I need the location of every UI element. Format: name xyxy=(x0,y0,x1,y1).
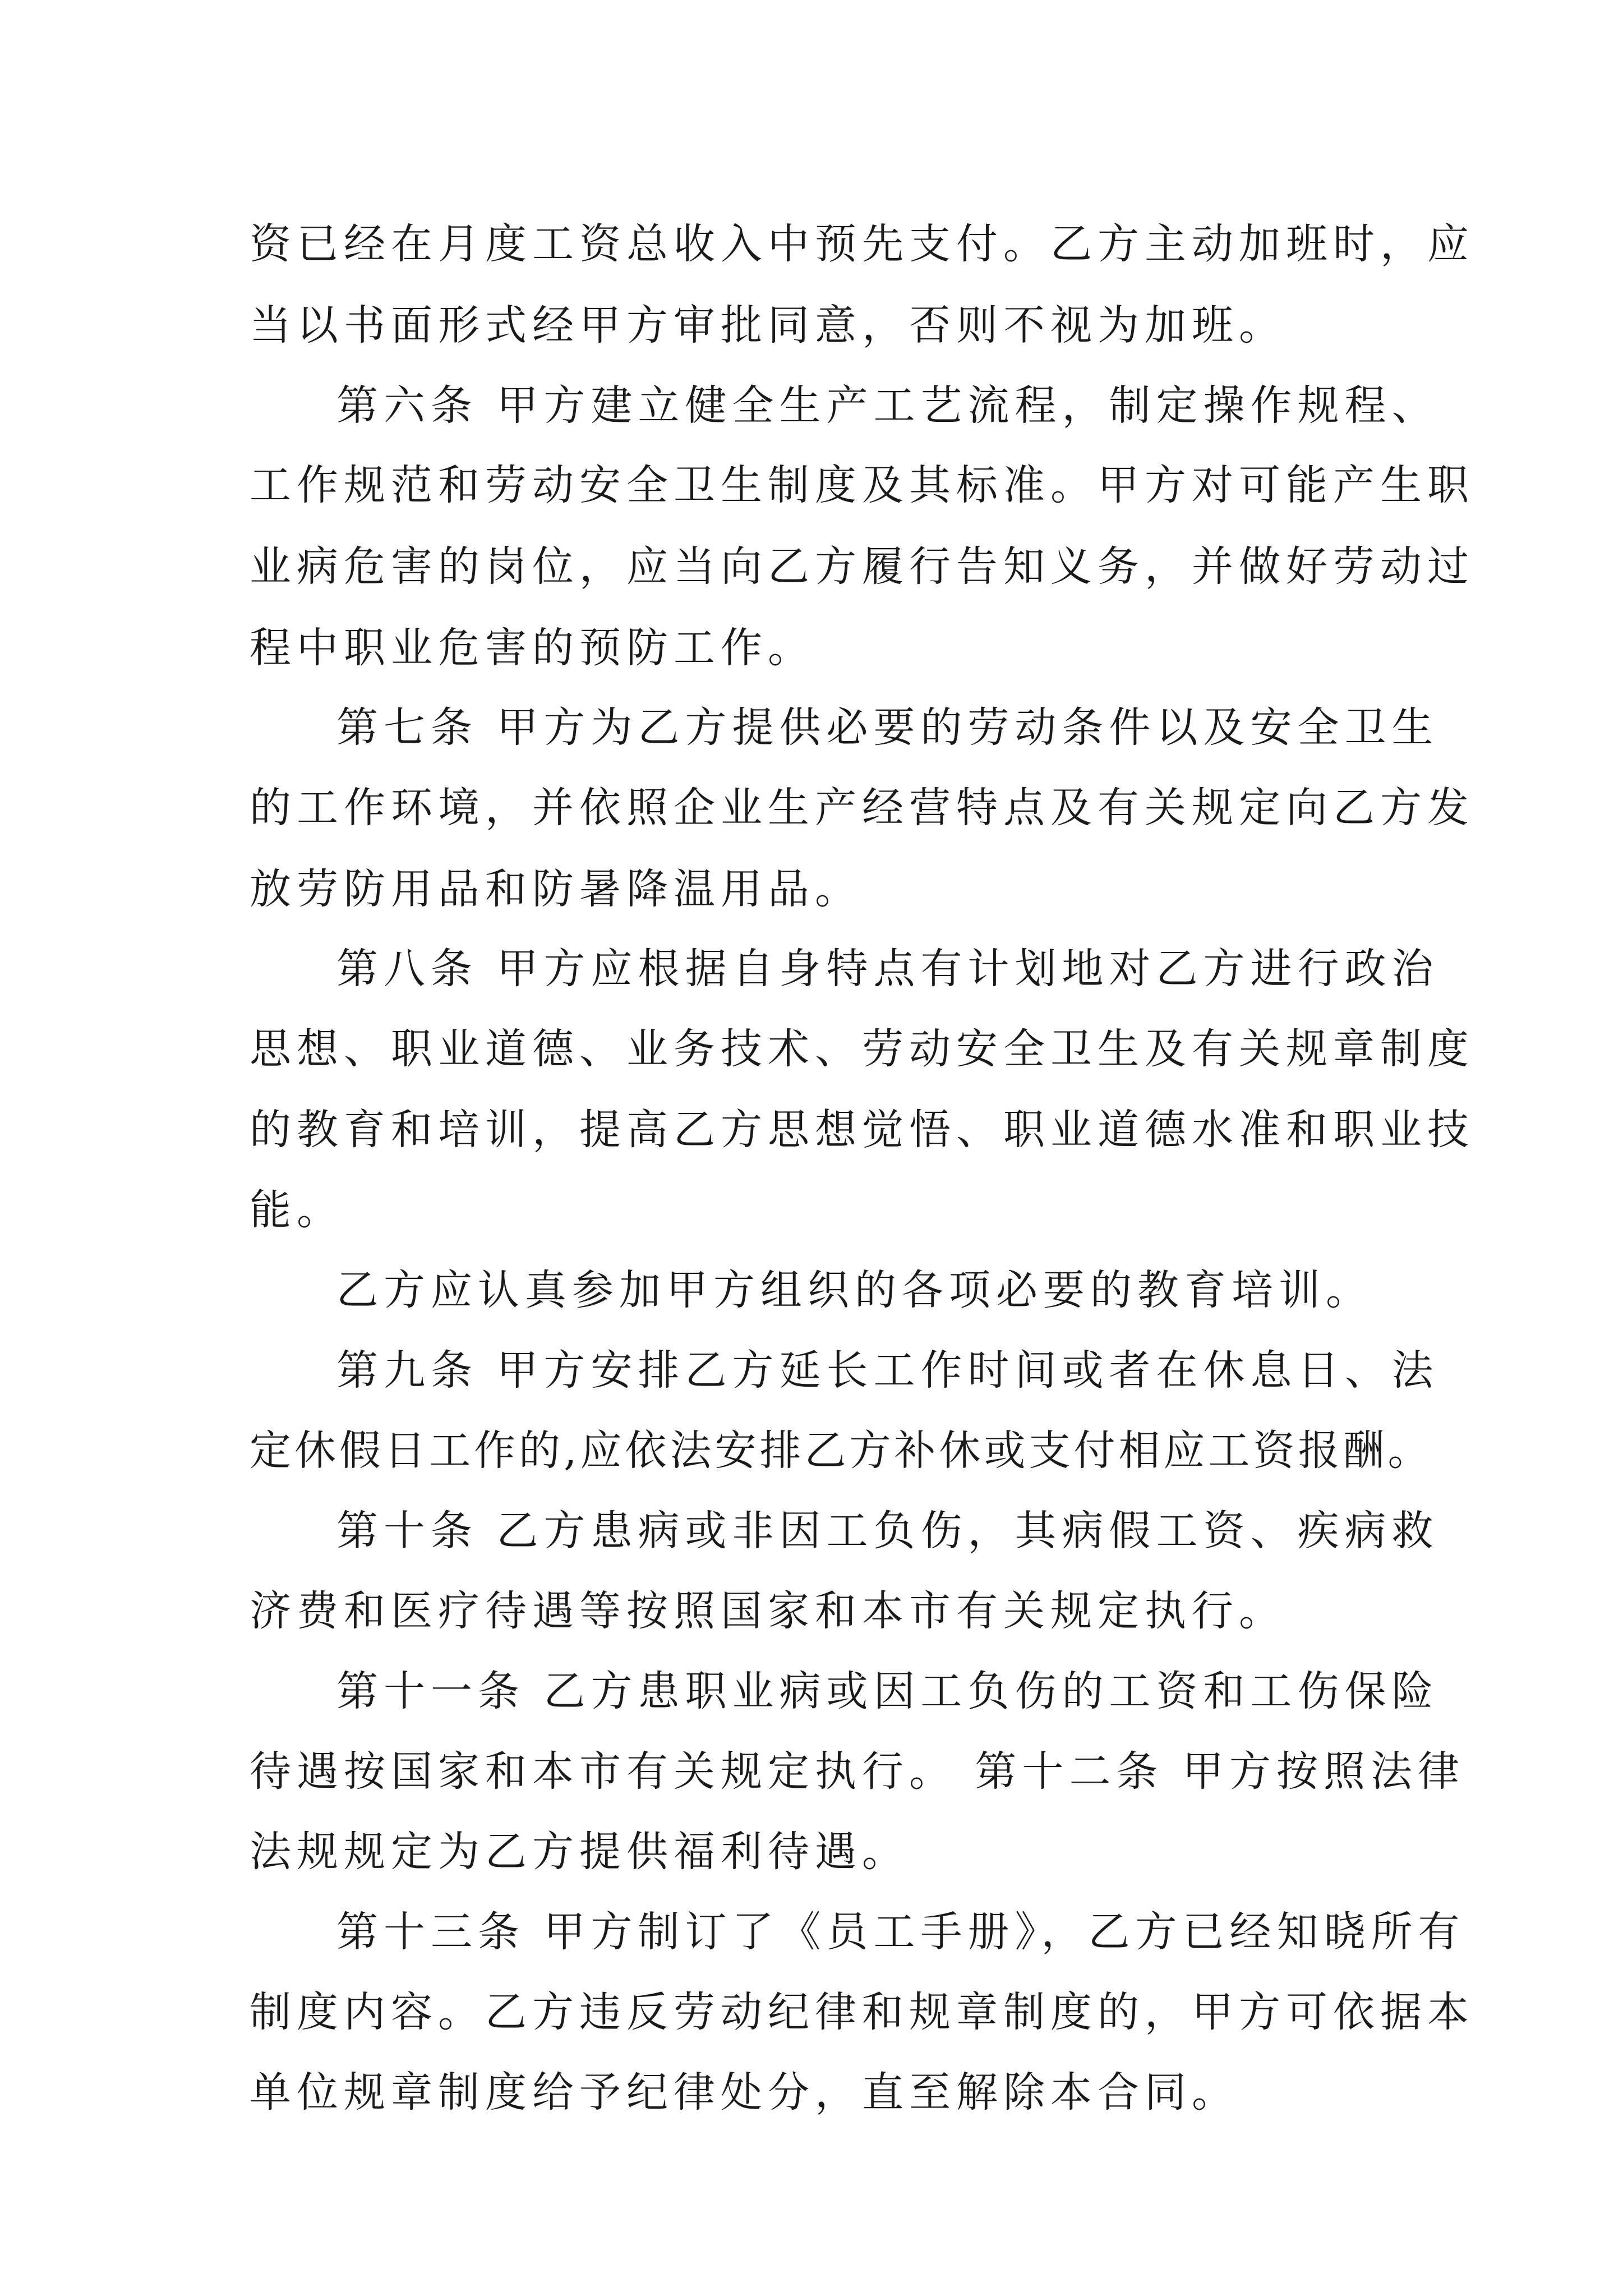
text-line: 当以书面形式经甲方审批同意，否则不视为加班。 xyxy=(250,301,1286,349)
text-line: 制度内容。乙方违反劳动纪律和规章制度的，甲方可依据本 xyxy=(250,1988,1474,2036)
text-line: 资已经在月度工资总收入中预先支付。乙方主动加班时，应 xyxy=(250,220,1474,268)
text-line: 第八条 甲方应根据自身特点有计划地对乙方进行政治 xyxy=(336,945,1439,993)
text-line: 第七条 甲方为乙方提供必要的劳动条件以及安全卫生 xyxy=(336,703,1439,752)
text-line: 法规规定为乙方提供福利待遇。 xyxy=(250,1828,909,1876)
text-line: 思想、职业道德、业务技术、劳动安全卫生及有关规章制度 xyxy=(250,1025,1474,1073)
text-line: 业病危害的岗位，应当向乙方履行告知义务，并做好劳动过 xyxy=(250,542,1474,591)
text-line: 乙方应认真参加甲方组织的各项必要的教育培训。 xyxy=(336,1266,1373,1314)
text-line: 第十一条 乙方患职业病或因工负伤的工资和工伤保险 xyxy=(336,1667,1439,1715)
text-line: 的工作环境，并依照企业生产经营特点及有关规定向乙方发 xyxy=(250,784,1474,832)
text-line: 第六条 甲方建立健全生产工艺流程，制定操作规程、 xyxy=(336,381,1439,430)
text-line: 定休假日工作的,应依法安排乙方补休或支付相应工资报酬。 xyxy=(250,1427,1433,1475)
text-line: 第九条 甲方安排乙方延长工作时间或者在休息日、法 xyxy=(336,1346,1439,1395)
text-line: 放劳防用品和防暑降温用品。 xyxy=(250,865,862,913)
text-line: 第十三条 甲方制订了《员工手册》，乙方已经知晓所有 xyxy=(336,1908,1465,1956)
text-line: 待遇按国家和本市有关规定执行。 第十二条 甲方按照法律 xyxy=(250,1747,1465,1796)
text-line: 能。 xyxy=(250,1186,344,1234)
text-line: 第十条 乙方患病或非因工负伤，其病假工资、疾病救 xyxy=(336,1507,1439,1555)
text-line: 的教育和培训，提高乙方思想觉悟、职业道德水准和职业技 xyxy=(250,1106,1474,1154)
text-line: 济费和医疗待遇等按照国家和本市有关规定执行。 xyxy=(250,1587,1286,1635)
text-line: 程中职业危害的预防工作。 xyxy=(250,624,815,672)
text-line: 单位规章制度给予纪律处分，直至解除本合同。 xyxy=(250,2068,1239,2116)
text-line: 工作规范和劳动安全卫生制度及其标准。甲方对可能产生职 xyxy=(250,461,1474,509)
